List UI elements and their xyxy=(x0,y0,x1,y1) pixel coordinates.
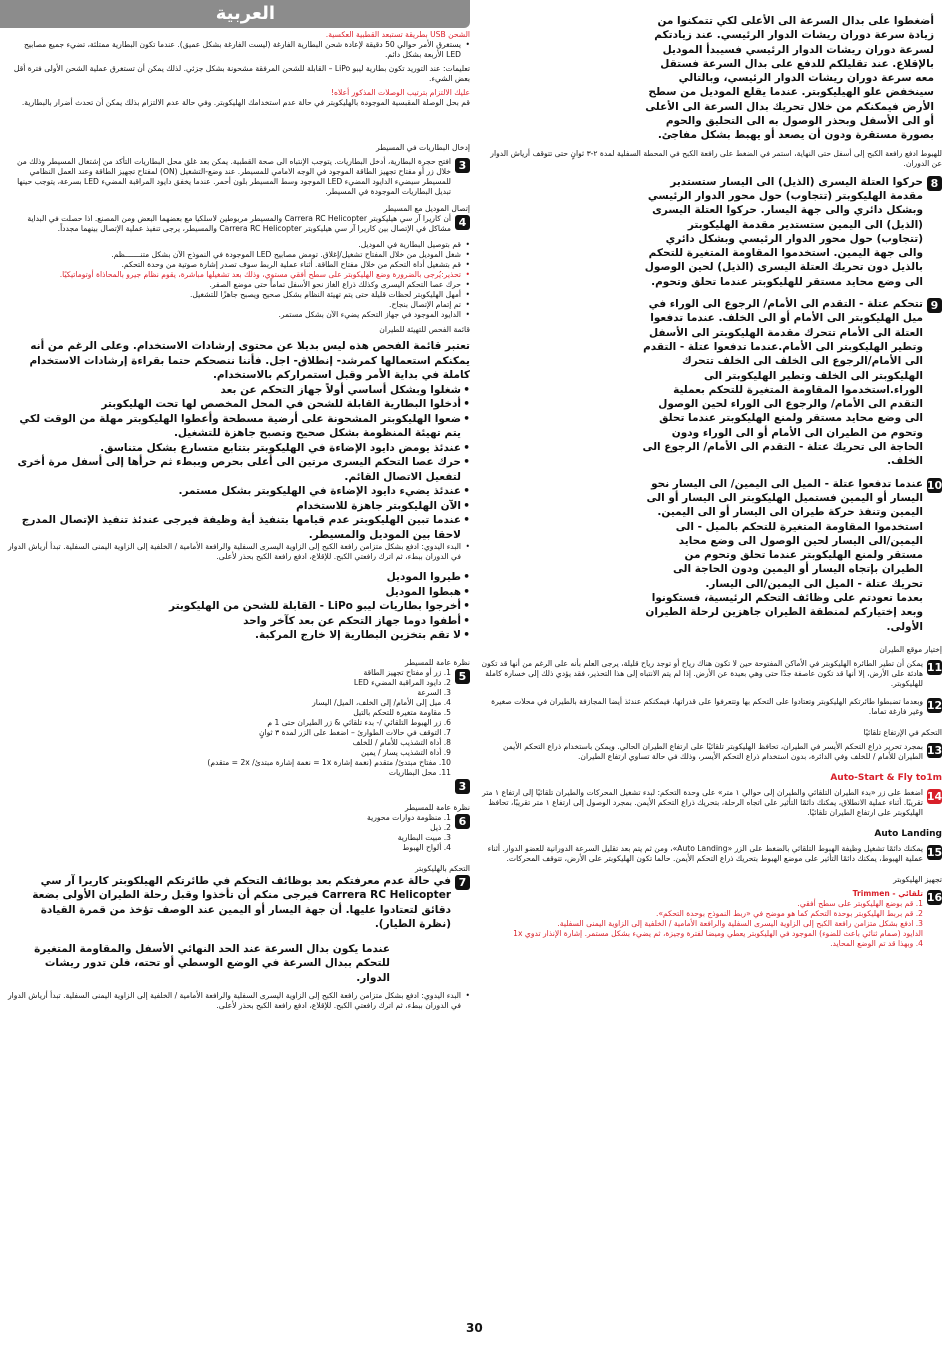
controller-items xyxy=(207,668,451,778)
manual-start-list xyxy=(8,542,470,562)
step-10-text: عندما تدفعوا عتلة - الميل الى اليمين/ الى اليسار نحو اليسار أو اليمين فستميل الهليكوبتر الى اليسار أو الى اليمين وتنفذ حركة طيران الى اليسار أو الى اليمين. استخدموا المقاومة المتغيرة للتحكم بالميل - الى اليمين/الى اليسار لحين الوصول الى وضع محايد مستقر ولمنع الهليكوبتر عندما تحلق وتحوم من الطيران بإتجاه اليسار أو اليمين ودون الحاجة الى تحريك عتلة - الميل الى اليمين/الى اليسار. xyxy=(646,477,923,590)
controller-item: 3. السرعة xyxy=(417,687,451,697)
trim-item: 2. قم بربط الهليكوبتر بوحدة التحكم كما هو موضح في «ربط النموذج بوحدة التحكم». xyxy=(655,908,923,918)
right-column xyxy=(480,14,942,949)
trim-item: 1. قم بوضع الهليكوبتر على سطح أفقي. xyxy=(797,898,923,908)
step-number: 14 xyxy=(926,789,943,803)
step-number: 7 xyxy=(455,875,470,890)
step-12 xyxy=(480,697,942,717)
flight-item: • طيروا الموديل xyxy=(8,570,470,585)
step-15 xyxy=(480,844,942,864)
polarity-text: قم بحل الوصلة المقبسية الموجودة بالهليكوبتر في حالة عدم استخدامك الهليكوبتر. وفي حالة عدم الالتزام بذلك يمكن أن تحدث أضرار بالبطارية. xyxy=(21,98,470,107)
manual-start-note-2: • البدء اليدوي: ادفع بشكل متزامن رافعة الكبح إلى الزاوية اليسرى السفلية والرافعة الأمامية / الخلفية إلى الزاوية اليمنى السفلية. تبدأ أرياش الدوار في الدوران ببطء، ثم اترك رافعتي الكبح. للإقلاع، ادفع رافعة الكبح بحذر لأعلى. xyxy=(8,991,470,1011)
language-header xyxy=(0,0,475,30)
controller-item: 4. ميل إلى الأمام/ إلى الخلف، الميل/ اليسار xyxy=(312,697,451,707)
step-4 xyxy=(8,214,470,234)
step-10-body xyxy=(480,477,923,634)
controller-item: 9. أداة التشذيب يسار / يمين xyxy=(361,747,451,757)
checklist-heading: قائمة الفحص للتهيئة للطيران xyxy=(379,325,470,334)
controller-overview-heading: نظرة عامة للمسيطر xyxy=(404,657,470,667)
controller-item: 8. أداة التشذيب للأمام / للخلف xyxy=(352,737,451,747)
step-number: 11 xyxy=(926,660,943,674)
step-14-text: اضغط على زر «بدء الطيران التلقائي والطيران إلى حوالي ١ متر» على وحدة التحكم: لبدء تشغيل المحركات والطيران تلقائيًا إلى ارتفاع ١ متر تقريبًا. أثناء عملية الانطلاق، يمكنك دائمًا التأثير على اتجاه الرحلة، بتحريك ذراع التحكم الأيمن. بمجرد الوصول إلى ارتفاع ١ متر تقريبًا، تحافظ الهليكوبتر على ارتفاع الطيران تلقائيًا. xyxy=(482,787,923,817)
language-title: العربية xyxy=(215,3,275,24)
model-overview-heading: نظرة عامة للمسيطر xyxy=(404,802,470,812)
step-number: 13 xyxy=(926,743,943,757)
step-3-text: افتح حجرة البطارية، أدخل البطاريات. يتوجب الإنتباه الى صحة القطبية. يمكن بعد غلق محل البطاريات التأكد من إشتغال المسيطر وذلك من خلال زر أو مفتاح تجهيز الطاقة الموجود في الوجه الامامي للمسيطر. عند وضع-التشغيل (ON) لمفتاح تجهيز الطاقة وعند العمل النظامي للمسيطر سيضيء الدايود المضيء LED الموجود وسط المسيطر بلون أحمر. عندما يخفق دايود المراقبة المضيء LED بسرعة، يتوجب حينها تبديل البطاريات الموجودة في المسيطر. xyxy=(17,157,451,196)
list-item: • قم بتشغيل أداة التحكم من خلال مفتاح الطاقة. أثناء عملية الربط سوف تصدر إشارة صوتية من وحدة التحكم. xyxy=(8,260,470,270)
flight-item: • أخرجوا بطاريات ليبو LiPo - القابلة للشحن من الهليكوبتر xyxy=(8,599,470,614)
flight-site-heading: إختيار موقع الطيران xyxy=(879,644,942,654)
list-item: • قم بتوصيل البطارية في الموديل. xyxy=(8,240,470,250)
step-number: 5 xyxy=(455,669,470,684)
charge-title: الشحن USB بطريقة تستبعد القطبية العكسية. xyxy=(325,30,470,39)
step-number: 4 xyxy=(455,215,470,230)
step-14 xyxy=(480,788,942,818)
checklist-item: • عندئذ يومض دايود الإضاءة في الهليكوبتر بتتابع متسارع بشكل متناسق. xyxy=(8,441,470,456)
trim-heading: تجهيز الهليكوبتر xyxy=(893,874,942,884)
flight-item: • أطفوا دوما جهاز التحكم عن بعد كآخر واحد xyxy=(8,614,470,629)
step-number: 12 xyxy=(926,698,943,712)
model-item: 1. منظومة دوارات محورية xyxy=(367,812,451,822)
trim-item: الدايود (صمام ثنائي باعث للضوء) الموجود في الهليكوبتر يعطي وميضا لفترة وجيزة، ثم يضيء بشكل مستمر. إشارة الإنذار تدوي 1x xyxy=(513,928,923,938)
step-11 xyxy=(480,659,942,689)
step-7-text: في حالة عدم معرفتكم بعد بوظائف التحكم في طائرتكم الهيلكوبتر كاريرا آر سي Carrera RC Helicopter فيرجى منكم أن تأخذوا وقبل رحلة الطيران الأولى بضعة دقائق لتعتادوا عليها. أن جهة اليسار أو اليمين عند الوصف تؤخذ من قمرة القيادة (نظرة الطيار). xyxy=(32,874,451,930)
step-number: 6 xyxy=(455,814,470,829)
step-10 xyxy=(480,477,942,634)
throttle-intro: أضغطوا على بدال السرعة الى الأعلى لكي تتمكنوا من زيادة سرعة دوران ريشات الدوار الرئيسي. عند زيادتكم لسرعة دوران ريشات الدوار الرئيسي فسيبدأ الموديل بالإقلاع. عند تقليلكم للدفع على بدال السرعة فستقل معه سرعة دوران ريشات الدوار الرئيسي، وبالتالي سينخفض علو الهيليكوبتر. عندما يقلع الموديل من سطح الأرض فيمكنكم من خلال تحريك بدال السرعة الى الأعلى أو الى الأسفل وبحذر الوصول به الى التحليق والحوم بصورة مستقرة ودون أن يصعد أو يهبط بشكل مفاجئ. xyxy=(645,15,934,142)
step-9-text: تتحكم عتلة - التقدم الى الأمام/ الرجوع الى الوراء في ميل الهليكوبتر الى الأمام أو الى الخلف. عندما تدفعوا العتلة الى الأمام تتحرك مقدمة الهليكوبتر الى الأسفل وتطير الهليكوبتر الى الأمام.عندما تدفعوا عتلة - التقدم الى الأمام/الرجوع الى الخلف الى الخلف تتحرك الهليكوبتر الى الخلف وتطير الهليكوبتر الى الوراء.استخدموا المقاومة المتغيرة للتحكم بعملية التقدم الى الأمام/ والرجوع الى الوراء لحين الوصول الى وضع محايد مستقر ولمنع الهليكوبتر عندما تحلق وتحوم من الطيران الى الأمام أو الى الوراء ودون الحاجة الى تحريك عتلة - التقدم الى الأمام/ الرجوع الى الخلف. xyxy=(642,298,923,468)
step-13-text: بمجرد تحرير ذراع التحكم الأيسر في الطيران، تحافظ الهليكوبتر تلقائيًا على ارتفاع الطيران الحالي. ويمكن باستخدام ذراع التحكم الأيمن الطيران للأمام / للخلف وفي الدائرة، بدون استخدام ذراع التحكم الأيسر، وذلك في حالة تساوي ارتفاع الطيران. xyxy=(502,741,923,761)
flight-item: • لا تقم بتخزين البطارية إلا خارج المركبة. xyxy=(8,628,470,643)
controller-item: 10. مفتاح مبتدئ/ متقدم (نغمة إشارة 1x = نغمة إشارة مبتدئ/ 2x = متقدم) xyxy=(207,757,451,767)
step-5 xyxy=(8,668,470,778)
checklist-item: • حرك عصا التحكم اليسرى مرتين الى أعلى بحرص وببطء ثم حرأها إلى أسفل مرة أخرى لتفعيل الاتصال القائم. xyxy=(8,455,470,484)
trim-subheading: تلقائي - Trimmen xyxy=(852,888,923,898)
step-10-text-2: بعدما تعودتم على وظائف التحكم الرئيسية، فستكونوا وبعد إختياركم لمنطقة الطيران جاهزين لرحلة الطيران الأولى. xyxy=(645,591,923,633)
auto-landing-heading: Auto Landing xyxy=(874,828,942,839)
step-15-text: يمكنك دائمًا تشغيل وظيفة الهبوط التلقائي بالضغط على الزر «Auto Landing»، ومن ثم يتم بعد تقليل السرعة الدورانية للعضو الدوار. أثناء عملية الهبوط، يمكنك دائمًا التأثير على موضع الهبوط بتحريك ذراع التحكم الأيمن. حالما تكون الهليكوبتر على الأرض، تتوقف المحركات. xyxy=(487,843,923,863)
manual-start-note: • البدء اليدوي: ادفع بشكل متزامن رافعة الكبح إلى الزاوية اليسرى السفلية والرافعة الأمامية / الخلفية إلى الزاوية اليمنى السفلية. تبدأ أرياش الدوار في الدوران ببطء، ثم اترك رافعتي الكبح. للإقلاع، ادفع رافعة الكبح بحذر لأعلى. xyxy=(8,542,470,562)
step-number: 3 xyxy=(455,779,470,794)
controller-item: 11. محل البطاريات xyxy=(388,767,451,777)
step-3 xyxy=(8,157,470,197)
list-item-warning: • تحذير:يُرجى بالضرورة وضع الهليكوبتر على سطح أفقي مستوي، وذلك بعد تشغيلها مباشرة، يقوم نظام جيرو بالمحاذاة أوتوماتيكيًا. xyxy=(8,270,470,280)
step-13 xyxy=(480,742,942,762)
controller-item: 7. التوقف في حالات الطوارئ – اضغط على الزر لمدة ٣ ثوانٍ xyxy=(258,727,451,737)
list-item: • شغل الموديل من خلال المفتاح تشغيل/إغلاق. تومض مصابيح LED الموجودة في النموذج الآن بشكل متنـــــــظم. xyxy=(8,250,470,260)
trim-items xyxy=(513,889,923,949)
step-number: 16 xyxy=(926,890,943,904)
controller-item: 1. زر أو مفتاح تجهيز الطاقة xyxy=(363,667,451,677)
trim-item: 3. ادفع بشكل متزامن رافعة الكبح إلى الزاوية اليسرى السفلية والرافعة الأمامية / الخلفية إلى الزاوية اليمنى السفلية. xyxy=(557,918,923,928)
polarity-title: عليك الالتزام بترتيب الوصلات المذكور أعلاه! xyxy=(331,88,470,97)
model-item: 3. مبيت البطارية xyxy=(397,832,451,842)
step-number: 15 xyxy=(926,845,943,859)
controller-item: 5. مقاومة متغيرة للتحكم بالتيل xyxy=(353,707,451,717)
connect-heading: إتصال الموديل مع المسيطر xyxy=(383,204,470,213)
checklist-item: • شغلوا وبشكل أساسي أولاً جهاز التحكم عن بعد xyxy=(8,383,470,398)
step-7-text-2: عندما يكون بدال السرعة عند الحد النهائي الأسفل والمقاومة المتغيرة للتحكم ببدال السرعة في الوضع الوسطي أو تحته، فلن تدور ريشات الدوار. xyxy=(34,942,390,984)
checklist-item: • عندئذ يضيء دايود الإضاءة في الهليكوبتر بشكل مستمر. xyxy=(8,484,470,499)
step-6 xyxy=(8,813,470,853)
model-item: 4. ألواح الهبوط xyxy=(402,842,451,852)
flight-item: • هبطوا الموديل xyxy=(8,585,470,600)
model-items xyxy=(367,813,451,853)
auto-start-heading: Auto-Start & Fly to1m xyxy=(830,772,942,783)
controller-item: 6. زر الهبوط التلقائي /- بدء تلقائي & زر الطيران حتى 1 م xyxy=(267,717,451,727)
landing-note: للهبوط ادفع رافعة الكبح إلى أسفل حتى النهاية، استمر في الضغط على رافعة الكبح في المحطة السفلية لمدة ٢-٣ ثوانٍ حتى تتوقف أرياش الدوار عن الدوران. xyxy=(490,148,942,168)
step-11-text: يمكن أن تطير الطائرة الهليكوبتر في الأماكن المفتوحة حين لا تكون هناك رياح أو توجد رياح قليلة، يرجى العلم بأنه على الرغم من أنها قد تكون هادئة على الأرض، إلا أنها قد تكون عاصفة جدًا حتى وهي بعيدة عن الأرض. إذا لم يتم الانتباه إلى هذا التحذير، فقد يؤدي ذلك إلى خسارة كاملة للهليكوبتر. xyxy=(481,658,923,688)
checklist-item: • ضعوا الهليكوبتر المشحونة على أرضية مسطحة وأعطوا الهليكوبتر مهلة من الوقت لكي يتم تهيئة المنظومة بشكل صحيح وتصبح جاهزة للتشغيل. xyxy=(8,412,470,441)
step-16 xyxy=(480,889,942,949)
step-number: 10 xyxy=(926,478,943,492)
charge-list xyxy=(8,40,470,60)
step-3b xyxy=(8,778,470,794)
step-8-text: حركوا العتلة اليسرى (الذيل) الى اليسار ستستدير مقدمة الهليكوبتر (تتجاوب) حول محور الدوار الرئيسي وبشكل دائري والى جهة اليسار. حركوا العتلة اليسرى (الذيل) الى اليمين ستستدير مقدمة الهليكوبتر (تتجاوب) حول محور الدوار الرئيسي وبشكل دائري والى جهة اليمين. استخدموا المقاومة المتغيرة للتحكم بالذيل دون تحريك العتلة اليسرى (الذيل) لحين الوصول الى وضع محايد مستقر للهليكوبتر عندما تحلق وتحوم. xyxy=(644,175,923,288)
step-7 xyxy=(8,874,470,932)
controller-item: 2. دايود المراقبة المضيء LED xyxy=(353,677,451,687)
step-9 xyxy=(480,297,942,469)
page-number: 30 xyxy=(466,1321,483,1335)
altitude-hold-heading: التحكم في الإرتفاع تلقائيًا xyxy=(863,727,942,737)
checklist-item: • عندما تبين الهليكوبتر عدم قيامها بتنفيذ أية وظيفة فيرجى عندئذ تنفيذ الإتصال المدرج لاحقا بين الموديل والمسيطر. xyxy=(8,513,470,542)
list-item: • أمهل الهليكوبتر لحظات قليلة حتى يتم تهيئة النظام بشكل صحيح ويصبح جاهزًا للتشغيل. xyxy=(8,290,470,300)
flight-list xyxy=(8,570,470,643)
step-number: 8 xyxy=(927,176,942,191)
step-12-text: وبعدما تضبطوا طائرتكم الهليكوبتر وتعتادوا على التحكم بها وتتعرفوا على قدراتها، فيمكنكم عندئذ أيضا المجازفة بالطيران في محلات صغيرة وغير فارغة تماما. xyxy=(491,696,923,716)
list-item: • الدايود الموجود في جهاز التحكم يضيء الآن بشكل مستمر. xyxy=(8,310,470,320)
charge-note: تعليمات: عند التوريد تكون بطارية ليبو LiPo – القابلة للشحن المرفقة مشحونة بشكل جزئي. لذلك يمكن أن تستغرق عملية الشحن الأولى فترة أقل بعض الشيء. xyxy=(13,64,470,83)
insert-batteries-heading: إدخال البطاريات في المسيطر xyxy=(375,143,470,152)
charge-bullet: • يستغرق الأمر حوالي 50 دقيقة لإعادة شحن البطارية الفارغة (ليست الفارغة بشكل عميق). عندما تكون البطارية ممتلئة، تضيء جميع مصابيح LED الأربعة بشكل دائم. xyxy=(8,40,470,60)
checklist-item: • أدخلوا البطارية القابلة للشحن في المحل المخصص لها تحت الهليكوبتر xyxy=(8,397,470,412)
left-column xyxy=(8,30,470,1011)
trim-item: 4. وبهذا قد تم الوضع المحايد. xyxy=(830,938,923,948)
checklist xyxy=(8,383,470,543)
step-number: 9 xyxy=(927,298,942,313)
step-4-text: أن كاريرا آر سي هيليكوبتر Carrera RC Helicopter والمسيطر مربوطين لاسلكيا مع بعضهما البعض ومن المصنع. اذا حصلت في البداية مشاكل في الإتصال بين كاريرا آر سي هيليكوبتر Carrera RC Helicopter والمسيطر، يرجى تنفيذ عملية الإتصال بينهما مجدداً. xyxy=(27,214,451,233)
checklist-item: • الآن الهليكوبتر جاهزة للاستخدام xyxy=(8,499,470,514)
checklist-intro: تعتبر قائمة الفحص هذه ليس بديلا عن محتوى إرشادات الاستخدام. وعلى الرغم من أنه يمكنكم استعمالها كمرشد- إنطلاق- اجل. فأننا ننصحكم حتما بقراءة إرشادات الاستخدام كاملة في بداية الأمر وقبل استمراركم بالاستخدام. xyxy=(29,340,470,381)
step-number: 3 xyxy=(455,158,470,173)
model-item: 2. ذيل xyxy=(430,822,451,832)
connect-list xyxy=(8,240,470,320)
manual-start-list-2 xyxy=(8,991,470,1011)
step-8 xyxy=(480,175,942,289)
list-item: • تم إتمام الإتصال بنجاح. xyxy=(8,300,470,310)
list-item: • حرك عصا التحكم اليسرى وكذلك ذراع الغاز نحو الأسفل تماماً حتى موضع الصفر. xyxy=(8,280,470,290)
control-heading: التحكم بالهليكوبتر xyxy=(414,863,470,873)
